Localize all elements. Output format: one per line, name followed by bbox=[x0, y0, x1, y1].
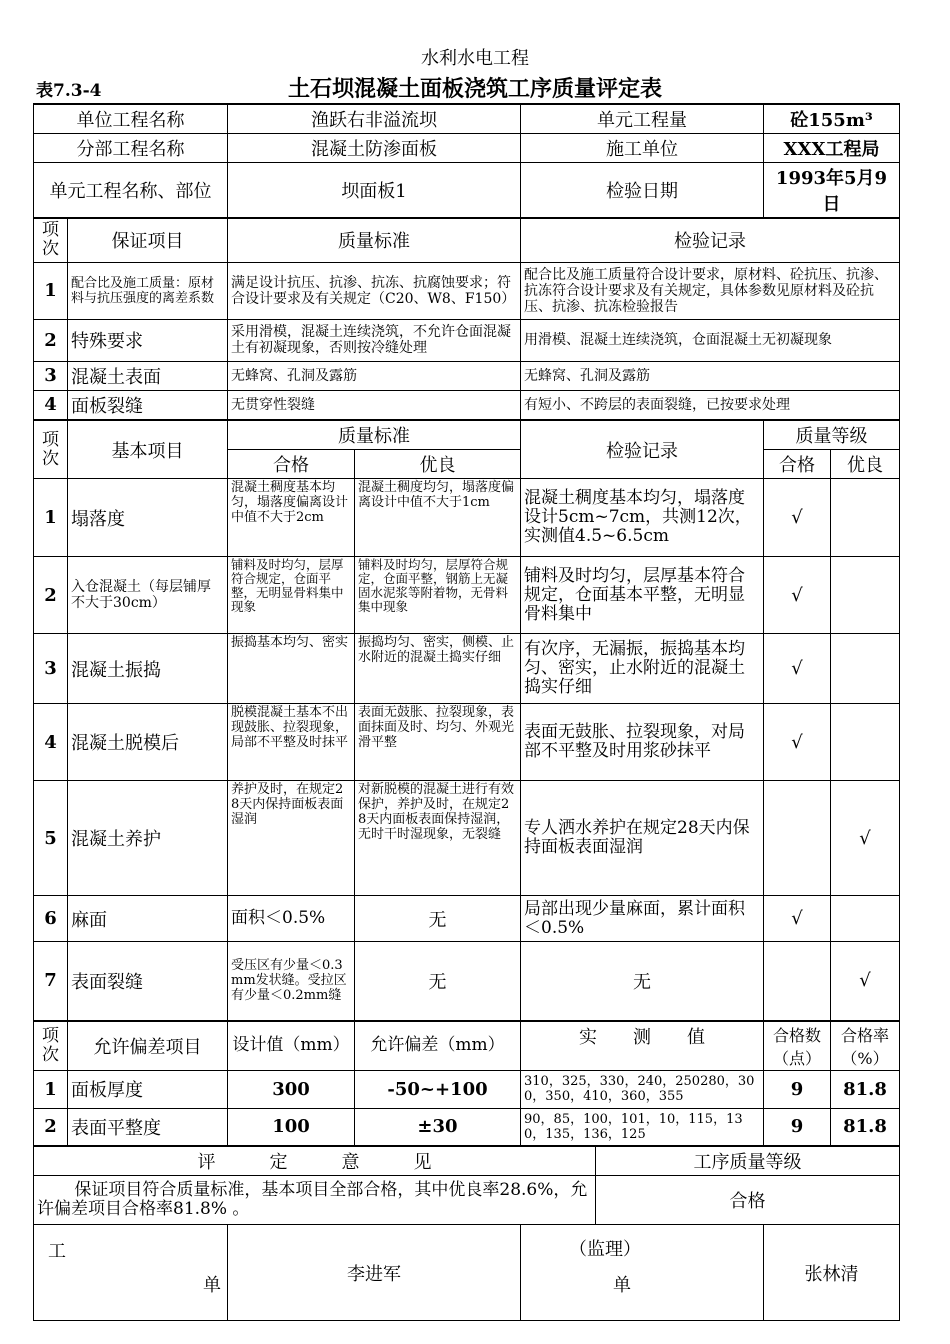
table-row bbox=[34, 781, 900, 896]
table-row bbox=[34, 390, 900, 420]
basic-good-standard: 表面无鼓胀、拉裂现象，表面抹面及时、均匀、外观光滑平整 bbox=[355, 704, 521, 781]
table-row bbox=[34, 1070, 900, 1108]
table-row bbox=[34, 896, 900, 942]
tolerance-allow: -50~+100 bbox=[355, 1070, 521, 1108]
basic-good-standard: 铺料及时均匀，层厚符合规定，仓面平整，钢筋上无凝固水泥浆等附着物，无骨料集中现象 bbox=[355, 557, 521, 634]
row-no: 3 bbox=[34, 361, 68, 390]
supervisor-label-cell bbox=[521, 1225, 764, 1321]
basic-record: 铺料及时均匀，层厚基本符合规定，仓面基本平整，无明显骨料集中 bbox=[521, 557, 764, 634]
table-number: 表7.3-4 bbox=[36, 81, 102, 101]
basic-pass-standard: 脱模混凝土基本不出现鼓胀、拉裂现象，局部不平整及时抹平 bbox=[228, 704, 355, 781]
supervisor-label: （监理） bbox=[569, 1239, 641, 1260]
row-no: 3 bbox=[34, 634, 68, 704]
table-row bbox=[34, 479, 900, 557]
guarantee-item: 配合比及施工质量：原材料与抗压强度的离差系数 bbox=[68, 262, 228, 319]
guarantee-record: 无蜂窝、孔洞及露筋 bbox=[521, 361, 900, 390]
basic-good-standard: 无 bbox=[355, 896, 521, 942]
tolerance-col-rate: 合格率（%） bbox=[831, 1021, 900, 1071]
guarantee-record: 用滑模、混凝土连续浇筑，仓面混凝土无初凝现象 bbox=[521, 319, 900, 361]
basic-good-standard: 振捣均匀、密实，侧模、止水附近的混凝土捣实仔细 bbox=[355, 634, 521, 704]
guarantee-col-item: 保证项目 bbox=[68, 218, 228, 262]
opinion-label: 评 定 意 见 bbox=[34, 1146, 596, 1176]
row-no: 4 bbox=[34, 390, 68, 420]
contractor-signature-label-cell bbox=[34, 1225, 228, 1321]
row-no: 2 bbox=[34, 557, 68, 634]
table-row bbox=[34, 557, 900, 634]
guarantee-standard: 无贯穿性裂缝 bbox=[228, 390, 521, 420]
row-no: 6 bbox=[34, 896, 68, 942]
basic-item: 混凝土振捣 bbox=[68, 634, 228, 704]
basic-item: 麻面 bbox=[68, 896, 228, 942]
table-row bbox=[34, 1108, 900, 1146]
grade-good-mark: √ bbox=[831, 942, 900, 1021]
quality-evaluation-table bbox=[33, 103, 900, 1321]
basic-record: 局部出现少量麻面，累计面积＜0.5% bbox=[521, 896, 764, 942]
guarantee-standard: 无蜂窝、孔洞及露筋 bbox=[228, 361, 521, 390]
grade-pass-mark: √ bbox=[764, 557, 831, 634]
grade-good-mark bbox=[831, 634, 900, 704]
row-no: 5 bbox=[34, 781, 68, 896]
basic-pass-standard: 振捣基本均匀、密实 bbox=[228, 634, 355, 704]
basic-col-grade-good: 优良 bbox=[831, 450, 900, 479]
inspect-date-value: 1993年5月9日 bbox=[764, 163, 900, 219]
tolerance-col-no: 项次 bbox=[34, 1021, 68, 1071]
basic-col-record: 检验记录 bbox=[521, 420, 764, 479]
grade-good-mark bbox=[831, 704, 900, 781]
grade-pass-mark bbox=[764, 781, 831, 896]
unit-project-label: 单位工程名称 bbox=[34, 104, 228, 134]
grade-pass-mark: √ bbox=[764, 634, 831, 704]
basic-col-grade-pass: 合格 bbox=[764, 450, 831, 479]
guarantee-col-no: 项次 bbox=[34, 218, 68, 262]
table-row bbox=[34, 704, 900, 781]
basic-item: 塌落度 bbox=[68, 479, 228, 557]
row-no: 1 bbox=[34, 262, 68, 319]
basic-col-standard: 质量标准 bbox=[228, 420, 521, 450]
row-no: 7 bbox=[34, 942, 68, 1021]
tolerance-rate: 81.8 bbox=[831, 1070, 900, 1108]
basic-col-good: 优良 bbox=[355, 450, 521, 479]
organization-name: 水利水电工程 bbox=[421, 48, 529, 69]
tolerance-measured: 310，325，330，240，250280，300，350，410，360，355 bbox=[521, 1070, 764, 1108]
tolerance-design: 300 bbox=[228, 1070, 355, 1108]
row-no: 2 bbox=[34, 1108, 68, 1146]
tolerance-item: 表面平整度 bbox=[68, 1108, 228, 1146]
table-row bbox=[34, 319, 900, 361]
supervisor-person: 张林清 bbox=[764, 1225, 900, 1321]
table-row bbox=[34, 942, 900, 1021]
grade-label: 工序质量等级 bbox=[596, 1146, 900, 1176]
element-quantity-label: 单元工程量 bbox=[521, 104, 764, 134]
basic-good-standard: 对新脱模的混凝土进行有效保护，养护及时，在规定28天内面板表面保持湿润，无时干时湿现象，无裂缝 bbox=[355, 781, 521, 896]
row-no: 1 bbox=[34, 479, 68, 557]
guarantee-standard: 满足设计抗压、抗渗、抗冻、抗腐蚀要求；符合设计要求及有关规定（C20、W8、F150） bbox=[228, 262, 521, 319]
grade-value: 合格 bbox=[596, 1176, 900, 1225]
basic-item: 混凝土养护 bbox=[68, 781, 228, 896]
basic-pass-standard: 混凝土稠度基本均匀，塌落度偏离设计中值不大于2cm bbox=[228, 479, 355, 557]
basic-pass-standard: 铺料及时均匀，层厚符合规定，仓面平整，无明显骨料集中现象 bbox=[228, 557, 355, 634]
basic-pass-standard: 受压区有少量＜0.3mm发状缝。受拉区有少量＜0.2mm缝 bbox=[228, 942, 355, 1021]
tolerance-count: 9 bbox=[764, 1070, 831, 1108]
guarantee-record: 有短小、不跨层的表面裂缝，已按要求处理 bbox=[521, 390, 900, 420]
basic-good-standard: 混凝土稠度均匀，塌落度偏离设计中值不大于1cm bbox=[355, 479, 521, 557]
basic-record: 无 bbox=[521, 942, 764, 1021]
guarantee-item: 混凝土表面 bbox=[68, 361, 228, 390]
row-no: 2 bbox=[34, 319, 68, 361]
table-row bbox=[34, 361, 900, 390]
tolerance-design: 100 bbox=[228, 1108, 355, 1146]
basic-item: 入仓混凝土（每层铺厚不大于30cm） bbox=[68, 557, 228, 634]
element-name-value: 坝面板1 bbox=[228, 163, 521, 219]
contractor-char-top: 工 bbox=[48, 1241, 66, 1262]
unit-project-value: 渔跃右非溢流坝 bbox=[228, 104, 521, 134]
tolerance-count: 9 bbox=[764, 1108, 831, 1146]
tolerance-measured: 90，85，100，101，10，115，130，135，136，125 bbox=[521, 1108, 764, 1146]
opinion-text: 保证项目符合质量标准，基本项目全部合格，其中优良率28.6%，允许偏差项目合格率81.8% 。 bbox=[34, 1176, 596, 1225]
grade-pass-mark bbox=[764, 942, 831, 1021]
tolerance-col-allow: 允许偏差（mm） bbox=[355, 1021, 521, 1071]
inspect-date-label: 检验日期 bbox=[521, 163, 764, 219]
sub-project-label: 分部工程名称 bbox=[34, 134, 228, 163]
row-no: 1 bbox=[34, 1070, 68, 1108]
basic-col-pass: 合格 bbox=[228, 450, 355, 479]
guarantee-col-record: 检验记录 bbox=[521, 218, 900, 262]
table-row bbox=[34, 634, 900, 704]
guarantee-record: 配合比及施工质量符合设计要求，原材料、砼抗压、抗渗、抗冻符合设计要求及有关规定，具体参数见原材料及砼抗压、抗渗、抗冻检验报告 bbox=[521, 262, 900, 319]
grade-pass-mark: √ bbox=[764, 704, 831, 781]
basic-col-item: 基本项目 bbox=[68, 420, 228, 479]
tolerance-col-design: 设计值（mm） bbox=[228, 1021, 355, 1071]
tolerance-col-item: 允许偏差项目 bbox=[68, 1021, 228, 1071]
basic-item: 表面裂缝 bbox=[68, 942, 228, 1021]
grade-good-mark bbox=[831, 479, 900, 557]
guarantee-standard: 采用滑模，混凝土连续浇筑，不允许仓面混凝土有初凝现象，否则按冷缝处理 bbox=[228, 319, 521, 361]
contractor-person: 李进军 bbox=[228, 1225, 521, 1321]
element-quantity-value: 砼155m³ bbox=[764, 104, 900, 134]
guarantee-item: 面板裂缝 bbox=[68, 390, 228, 420]
grade-good-mark: √ bbox=[831, 781, 900, 896]
basic-col-grade: 质量等级 bbox=[764, 420, 900, 450]
grade-pass-mark: √ bbox=[764, 479, 831, 557]
grade-good-mark bbox=[831, 557, 900, 634]
basic-col-no: 项次 bbox=[34, 420, 68, 479]
guarantee-item: 特殊要求 bbox=[68, 319, 228, 361]
form-title: 土石坝混凝土面板浇筑工序质量评定表 bbox=[287, 76, 662, 102]
tolerance-col-count: 合格数（点） bbox=[764, 1021, 831, 1071]
grade-good-mark bbox=[831, 896, 900, 942]
contractor-label: 施工单位 bbox=[521, 134, 764, 163]
grade-pass-mark: √ bbox=[764, 896, 831, 942]
basic-good-standard: 无 bbox=[355, 942, 521, 1021]
guarantee-col-standard: 质量标准 bbox=[228, 218, 521, 262]
tolerance-rate: 81.8 bbox=[831, 1108, 900, 1146]
tolerance-allow: ±30 bbox=[355, 1108, 521, 1146]
basic-record: 表面无鼓胀、拉裂现象，对局部不平整及时用浆砂抹平 bbox=[521, 704, 764, 781]
basic-pass-standard: 面积＜0.5% bbox=[228, 896, 355, 942]
basic-pass-standard: 养护及时，在规定28天内保持面板表面湿润 bbox=[228, 781, 355, 896]
tolerance-col-measured: 实 测 值 bbox=[521, 1021, 764, 1071]
contractor-char-bottom: 单 bbox=[203, 1275, 221, 1296]
row-no: 4 bbox=[34, 704, 68, 781]
sub-project-value: 混凝土防渗面板 bbox=[228, 134, 521, 163]
basic-record: 混凝土稠度基本均匀，塌落度设计5cm~7cm，共测12次，实测值4.5~6.5cm bbox=[521, 479, 764, 557]
contractor-value: XXX工程局 bbox=[764, 134, 900, 163]
tolerance-item: 面板厚度 bbox=[68, 1070, 228, 1108]
basic-record: 有次序，无漏振，振捣基本均匀、密实，止水附近的混凝土捣实仔细 bbox=[521, 634, 764, 704]
basic-item: 混凝土脱模后 bbox=[68, 704, 228, 781]
table-row bbox=[34, 262, 900, 319]
basic-record: 专人洒水养护在规定28天内保持面板表面湿润 bbox=[521, 781, 764, 896]
supervisor-char: 单 bbox=[613, 1275, 631, 1296]
element-name-label: 单元工程名称、部位 bbox=[34, 163, 228, 219]
